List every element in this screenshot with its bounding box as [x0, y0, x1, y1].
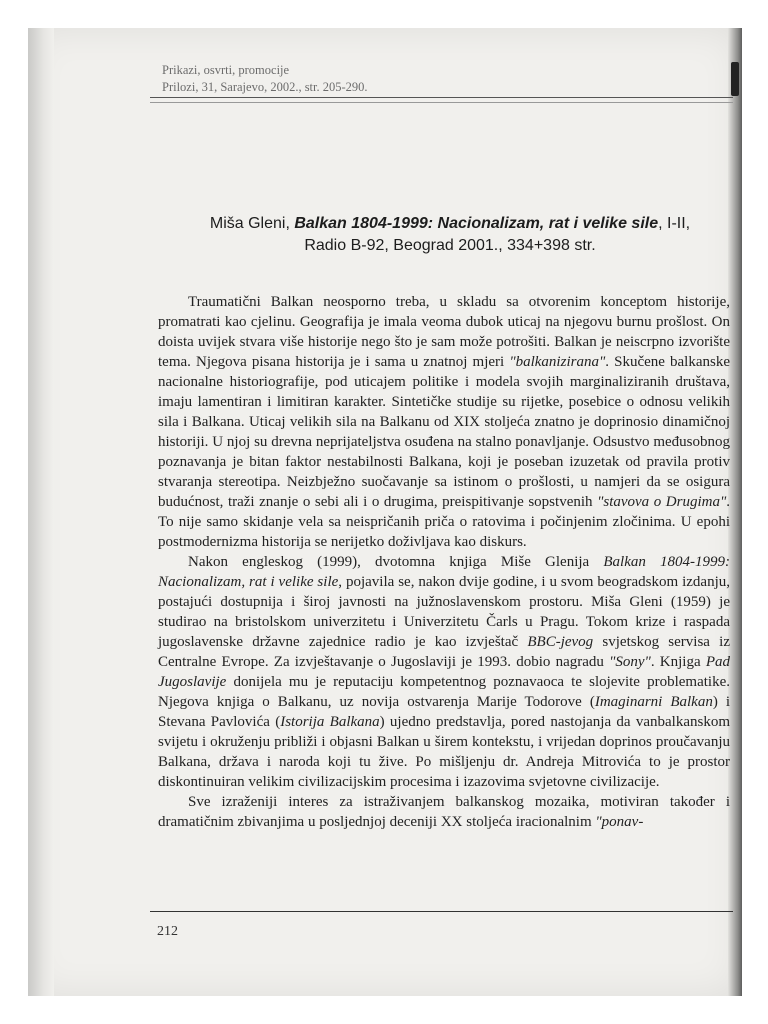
page-edge-shadow	[728, 28, 742, 996]
italic-run: "stavova o Drugima"	[597, 494, 727, 510]
title-line-1	[160, 213, 740, 235]
footer-rule	[150, 911, 733, 912]
header-citation: Prilozi, 31, Sarajevo, 2002., str. 205-290.	[162, 80, 368, 94]
italic-run: Istorija Balkana	[280, 714, 380, 730]
text-run: . To nije samo skidanje vela sa neispričanih priča o ratovima i počinjenim zločinima. U epohi postmodernizma historija se nerijetko doživljava kao diskurs.	[158, 494, 730, 550]
tab-mark	[731, 62, 739, 96]
paragraph-1	[158, 292, 730, 552]
page-binding-shadow	[28, 28, 54, 996]
italic-run: "ponav-	[595, 814, 644, 830]
page-number: 212	[157, 924, 178, 939]
text-run: donijela mu je reputaciju kompetentnog poznavaoca te slojevite problematike. Njegova knjiga o Balkanu, uz novija ostvarenja Marije Todorove (	[158, 674, 730, 710]
review-title	[160, 213, 740, 257]
italic-run: Imaginarni Balkan	[594, 694, 713, 710]
text-run: Traumatični Balkan neosporno treba, u skladu sa otvorenim konceptom historije, promatrati kao cjelinu. Geografija je imala veoma dubok uticaj na njegovu burnu prošlost. On doista uvijek stvara više historije nego što je sam može potrošiti. Balkan je neiscrpno izvorište tema. Njegova pisana historija je i sama u znatnoj mjeri	[158, 294, 730, 370]
text-run: Sve izraženiji interes za istraživanjem balkanskog mozaika, motiviran također i dramatičnim zbivanjima u posljednjoj deceniji XX stoljeća iracionalnim	[158, 794, 730, 830]
italic-run: Balkan 1804-1999: Nacionalizam, rat i velike sile	[158, 554, 731, 590]
italic-run: "Sony"	[609, 654, 651, 670]
text-run: . Knjiga	[650, 654, 706, 670]
title-publisher: Radio B-92, Beograd 2001., 334+398 str.	[304, 237, 596, 254]
text-run: svjetskog servisa iz Centralne Evrope. Za izvještavanje o Jugoslaviji je 1993. dobio nagradu	[158, 634, 730, 670]
paragraph-3	[158, 792, 730, 832]
title-author: Miša Gleni,	[209, 215, 295, 232]
header-rule	[150, 97, 733, 98]
paragraph-2	[158, 552, 730, 792]
text-run: Nakon engleskog (1999), dvotomna knjiga Miše Glenija	[188, 554, 604, 570]
italic-run: "balkanizirana"	[509, 354, 606, 370]
header-section: Prikazi, osvrti, promocije	[162, 63, 290, 77]
review-body	[158, 292, 730, 832]
running-header	[162, 62, 732, 96]
text-run: ) i Stevana Pavlovića (	[158, 694, 730, 730]
title-book: Balkan 1804-1999: Nacionalizam, rat i velike sile	[294, 215, 659, 232]
italic-run: Pad Jugoslavije	[158, 654, 730, 690]
header-rule-secondary	[150, 102, 733, 103]
text-run: . Skučene balkanske nacionalne historiografije, pod uticajem politike i modela svojih marginaliziranih društava, imaju lamentiran i limitiran karakter. Sintetičke studije su rijetke, posebice o odnosu velikih sila i Balkana. Uticaj velikih sila na Balkanu od XIX stoljeća znatno je doprinosio dinamičnoj historiji. U njoj su drevna neprijateljstva osuđena na stalno ponavljanje. Odsustvo međusobnog poznavanja je bitan faktor nestabilnosti Balkana, koji je poseban izuzetak od pravila protiv stvaranja stereotipa. Neizbježno suočavanje sa istinom o prošlosti, u namjeri da se osigura budućnost, traži znanje o sebi ali i o drugima, preispitivanje sopstvenih	[158, 354, 730, 510]
title-volumes: , I-II,	[658, 215, 691, 232]
text-run: ) ujedno predstavlja, pored nastojanja da vanbalkanskom svijetu i okruženju približi i objasni Balkan u širem kontekstu, i vrijedan doprinos proučavanju Balkana, država i naroda koji tu žive. Po mišljenju dr. Andreja Mitrovića to je prostor diskontinuiran velikim civilizacijskim procesima i izazovima svjetovne civilizacije.	[158, 714, 730, 790]
italic-run: BBC-jevog	[527, 634, 594, 650]
text-run: , pojavila se, nakon dvije godine, i u svom beogradskom izdanju, postajući dostupnija i široj javnosti na južnoslavenskom prostoru. Miša Gleni (1959) je studirao na bristolskom univerzitetu i Univerzitetu Čarls u Pragu. Tokom krize i raspada jugoslavenske državne zajednice radio je kao izvještač	[158, 574, 730, 650]
